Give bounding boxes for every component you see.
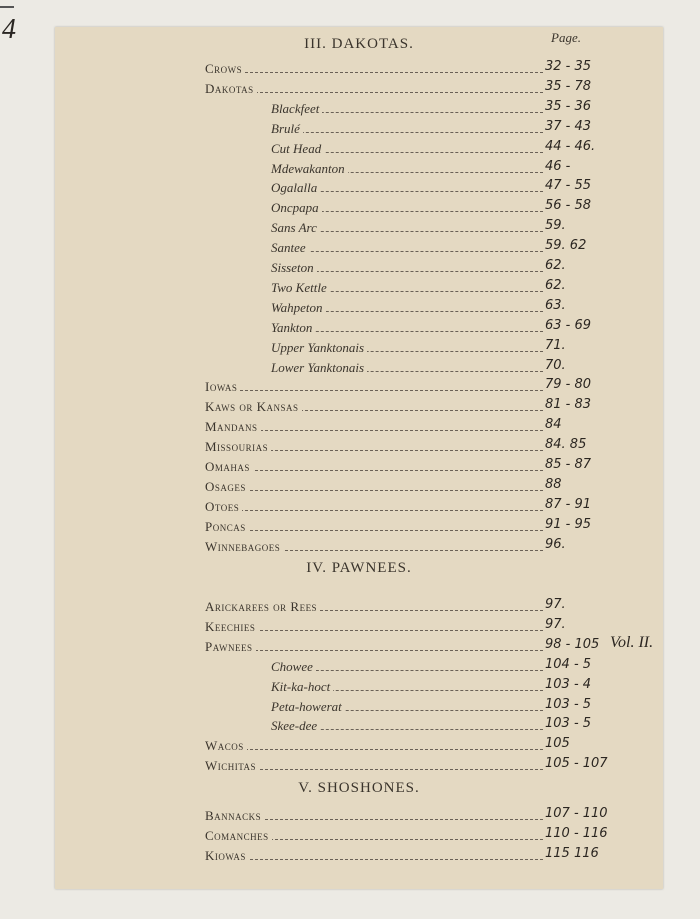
entry-pages: 32 - 35 (545, 59, 592, 74)
entry-name: Osages (205, 477, 249, 497)
entry-pages: 79 - 80 (545, 377, 592, 393)
entry-pages: 59. 62 (545, 238, 587, 254)
entry-pages: 91 - 95 (545, 516, 592, 532)
entry-pages: 97. (545, 616, 566, 632)
entry-name: Kaws or Kansas (205, 397, 302, 417)
entry-pages: 88 (545, 476, 562, 492)
entry-name: Poncas (205, 517, 249, 537)
entry-pages: 81 - 83 (545, 397, 592, 413)
entry-name: Peta-howerat (271, 697, 345, 717)
entry-name: Wacos (205, 736, 247, 756)
dot-leader (205, 490, 543, 491)
index-sheet (55, 27, 663, 889)
entry-row (55, 517, 663, 537)
entry-name: Sans Arc (271, 218, 320, 238)
corner-dash (0, 6, 14, 8)
entry-name: Chowee (271, 657, 316, 677)
section-heading: III. DAKOTAS. (304, 36, 414, 52)
entry-name: Omahas (205, 457, 253, 477)
sub-entry-row (55, 238, 663, 258)
entry-pages: 97. (545, 597, 566, 612)
volume-note: Vol. II. (610, 633, 654, 651)
entry-row (55, 846, 663, 866)
entry-name: Arickarees or Rees (205, 597, 320, 617)
entry-name: Sisseton (271, 258, 317, 278)
entry-pages: 62. (545, 258, 566, 273)
dot-leader (205, 859, 543, 860)
sub-entry-row (55, 198, 663, 218)
entry-pages: 35 - 36 (545, 98, 592, 114)
dot-leader (205, 72, 543, 73)
entry-row (55, 457, 663, 477)
entry-name: Wichitas (205, 756, 259, 776)
entry-pages: 115 116 (545, 845, 599, 861)
entry-pages: 107 - 110 (545, 806, 608, 821)
entry-pages: 98 - 105 (545, 636, 600, 652)
page-column-label: Page. (551, 30, 581, 45)
entry-name: Dakotas (205, 79, 257, 99)
section-heading: V. SHOSHONES. (298, 780, 420, 796)
dot-leader (271, 251, 543, 252)
sub-entry-row (55, 278, 663, 298)
dot-leader (205, 530, 543, 531)
entry-name: Crows (205, 59, 245, 79)
entry-name: Pawnees (205, 637, 256, 657)
dot-leader (205, 510, 543, 511)
entry-name: Mandans (205, 417, 261, 437)
entry-pages: 56 - 58 (545, 198, 592, 214)
entry-pages: 35 - 78 (545, 78, 592, 94)
entry-name: Missourias (205, 437, 271, 457)
entry-name: Oncpapa (271, 198, 322, 218)
entry-name: Comanches (205, 826, 272, 846)
entry-pages: 105 - 107 (545, 756, 608, 772)
entry-name: Skee-dee (271, 716, 320, 736)
section-heading: IV. PAWNEES. (306, 560, 412, 576)
dot-leader (205, 470, 543, 471)
entry-name: Kit-ka-hoct (271, 677, 333, 697)
entry-pages: 84. 85 (545, 437, 587, 453)
entry-pages: 63 - 69 (545, 317, 592, 333)
dot-leader (205, 650, 543, 651)
entry-name: Yankton (271, 318, 315, 338)
entry-pages: 96. (545, 536, 566, 552)
sub-entry-row (55, 338, 663, 358)
entry-name: Santee (271, 238, 309, 258)
entry-name: Kiowas (205, 846, 249, 866)
entry-pages: 110 - 116 (545, 825, 608, 841)
entry-pages: 87 - 91 (545, 496, 592, 512)
entry-row (55, 756, 663, 776)
entry-pages: 46 - (545, 158, 571, 174)
dot-leader (205, 390, 543, 391)
entry-name: Lower Yanktonais (271, 358, 367, 378)
entry-pages: 71. (545, 337, 566, 353)
entry-name: Cut Head (271, 139, 324, 159)
entry-pages: 105 (545, 736, 570, 752)
entry-pages: 63. (545, 297, 566, 313)
entry-name: Iowas (205, 377, 240, 397)
entry-name: Two Kettle (271, 278, 330, 298)
entry-name: Winnebagoes (205, 537, 283, 557)
entry-pages: 103 - 4 (545, 676, 592, 692)
entry-row (55, 537, 663, 557)
corner-page-mark: 4 (2, 14, 16, 45)
entry-name: Ogalalla (271, 178, 320, 198)
entry-row (55, 397, 663, 417)
entry-pages: 104 - 5 (545, 656, 592, 672)
entry-pages: 44 - 46. (545, 138, 596, 154)
entry-pages: 103 - 5 (545, 716, 592, 732)
entry-name: Upper Yanktonais (271, 338, 367, 358)
entry-name: Brulé (271, 119, 303, 139)
entry-name: Otoes (205, 497, 242, 517)
entry-pages: 70. (545, 357, 566, 373)
entry-pages: 37 - 43 (545, 118, 592, 134)
entry-name: Blackfeet (271, 99, 322, 119)
sub-entry-row (55, 258, 663, 278)
entry-pages: 103 - 5 (545, 696, 592, 712)
dot-leader (271, 132, 543, 133)
entry-row (55, 597, 663, 617)
entry-pages: 84 (545, 417, 562, 433)
entry-name: Keechies (205, 617, 258, 637)
dot-leader (205, 749, 543, 750)
entry-pages: 85 - 87 (545, 457, 592, 472)
entry-pages: 62. (545, 277, 566, 293)
entry-name: Mdewakanton (271, 159, 348, 179)
sub-entry-row (55, 318, 663, 338)
entry-pages: 59. (545, 218, 566, 234)
entry-name: Wahpeton (271, 298, 326, 318)
sub-entry-row (55, 716, 663, 736)
entry-name: Bannacks (205, 806, 264, 826)
entry-pages: 47 - 55 (545, 178, 592, 194)
sub-entry-row (55, 139, 663, 159)
